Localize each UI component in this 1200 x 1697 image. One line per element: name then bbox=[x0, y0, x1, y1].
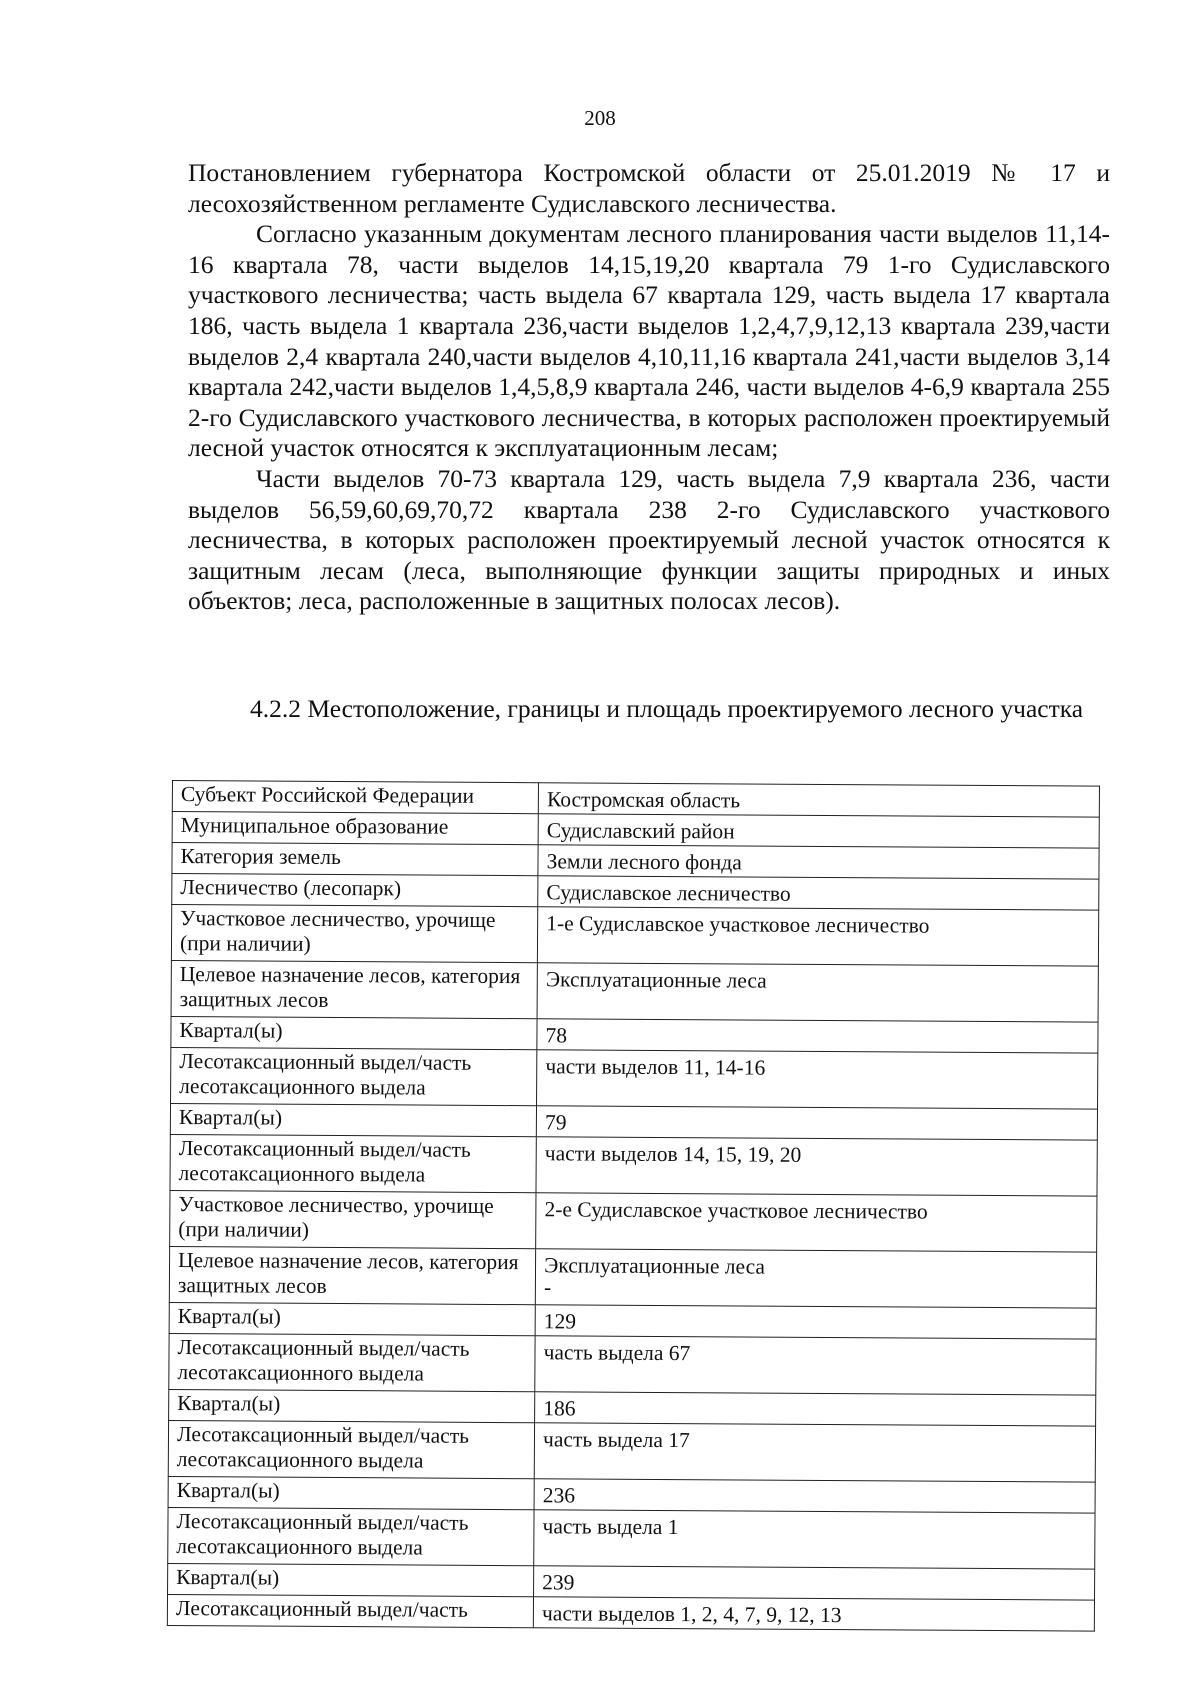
table-row bbox=[170, 1134, 1097, 1196]
row-value: 79 bbox=[536, 1106, 1097, 1140]
row-label: Лесотаксационный выдел/часть bbox=[167, 1594, 533, 1627]
table-row bbox=[168, 1507, 1095, 1569]
table-row bbox=[171, 1047, 1098, 1109]
row-value: части выделов 14, 15, 19, 20 bbox=[536, 1137, 1097, 1196]
forest-plot-table bbox=[167, 780, 1100, 1632]
row-value: часть выдела 1 bbox=[534, 1510, 1095, 1569]
paragraph-exploitation-forests: Согласно указанным документам лесного планирования части выделов 11,14-16 квартала 78, части выделов 14,15,19,20 квартала 79 1-го Судиславского участкового лесничества; часть выдела 67 квартала 129, часть выдела 17 квартала 186, часть выдела 1 квартала 236,части выделов 1,2,4,7,9,12,13 квартала 239,части выделов 2,4 квартала 240,части выделов 4,10,11,16 квартала 241,части выделов 3,14 квартала 242,части выделов 1,4,5,8,9 квартала 246, части выделов 4-6,9 квартала 255 2-го Судиславского участкового лесничества, в которых расположен проектируемый лесной участок относятся к эксплуатационным лесам; bbox=[188, 219, 1110, 463]
row-value: Судиславское лесничество bbox=[538, 876, 1099, 910]
row-label: Лесотаксационный выдел/часть лесотаксационного выдела bbox=[168, 1507, 534, 1565]
table-row bbox=[170, 1190, 1097, 1252]
row-label: Квартал(ы) bbox=[170, 1103, 536, 1136]
row-value: Костромская область bbox=[538, 783, 1099, 817]
row-value-text: Эксплуатационные леса bbox=[545, 967, 767, 993]
row-value: Земли лесного фонда bbox=[538, 845, 1099, 879]
row-value: 1-е Судиславское участковое лесничество bbox=[537, 907, 1098, 966]
paragraph-continuation: Постановлением губернатора Костромской области от 25.01.2019 № 17 и лесохозяйственном регламенте Судиславского лесничества. bbox=[188, 158, 1110, 218]
row-label: Участковое лесничество, урочище (при наличии) bbox=[170, 1190, 536, 1248]
row-value: части выделов 1, 2, 4, 7, 9, 12, 13 bbox=[533, 1597, 1094, 1631]
table-row bbox=[169, 1246, 1096, 1308]
body-text bbox=[188, 158, 1110, 617]
row-value-dash: - bbox=[543, 1275, 552, 1300]
row-label: Целевое назначение лесов, категория защитных лесов bbox=[169, 1246, 535, 1304]
row-label: Участковое лесничество, урочище (при наличии) bbox=[171, 905, 537, 963]
row-value: 78 bbox=[537, 1019, 1098, 1053]
row-label: Квартал(ы) bbox=[169, 1389, 535, 1422]
paragraph-protective-forests: Части выделов 70-73 квартала 129, часть выдела 7,9 квартала 236, части выделов 56,59,60,69,70,72 квартала 238 2-го Судиславского участкового лесничества, в которых расположен проектируемый лесной участок относятся к защитным лесам (леса, выполняющие функции защиты природных и иных объектов; леса, расположенные в защитных полосах лесов). bbox=[188, 463, 1110, 616]
row-value: 129 bbox=[535, 1305, 1096, 1339]
row-value-text: Эксплуатационные леса bbox=[544, 1253, 766, 1279]
row-label: Категория земель bbox=[172, 843, 538, 876]
table-row bbox=[171, 960, 1098, 1022]
row-value: 239 bbox=[534, 1566, 1095, 1600]
row-label: Лесничество (лесопарк) bbox=[172, 874, 538, 907]
row-label: Квартал(ы) bbox=[168, 1476, 534, 1509]
section-heading: 4.2.2 Местоположение, границы и площадь проектируемого лесного участка bbox=[250, 694, 1084, 723]
row-label: Квартал(ы) bbox=[169, 1302, 535, 1335]
table-row bbox=[171, 905, 1098, 967]
row-label: Лесотаксационный выдел/часть лесотаксационного выдела bbox=[171, 1047, 537, 1105]
row-value bbox=[537, 963, 1098, 1022]
row-label: Муниципальное образование bbox=[172, 812, 538, 845]
row-label: Квартал(ы) bbox=[168, 1563, 534, 1596]
table-row bbox=[167, 1594, 1094, 1631]
row-value: часть выдела 17 bbox=[534, 1423, 1095, 1482]
table-row bbox=[169, 1333, 1096, 1395]
row-label: Лесотаксационный выдел/часть лесотаксационного выдела bbox=[169, 1333, 535, 1391]
row-label: Лесотаксационный выдел/часть лесотаксационного выдела bbox=[170, 1134, 536, 1192]
row-value: 186 bbox=[535, 1392, 1096, 1426]
row-label: Лесотаксационный выдел/часть лесотаксационного выдела bbox=[168, 1420, 534, 1478]
row-label: Субъект Российской Федерации bbox=[172, 781, 538, 814]
row-value: части выделов 11, 14-16 bbox=[537, 1050, 1098, 1109]
row-value: Судиславский район bbox=[538, 814, 1099, 848]
row-value: часть выдела 67 bbox=[535, 1336, 1096, 1395]
table-row bbox=[168, 1420, 1095, 1482]
page-number: 208 bbox=[584, 106, 616, 130]
row-label: Целевое назначение лесов, категория защитных лесов bbox=[171, 960, 537, 1018]
row-value bbox=[535, 1249, 1096, 1308]
row-label: Квартал(ы) bbox=[171, 1016, 537, 1049]
row-value: 2-е Судиславское участковое лесничество bbox=[536, 1193, 1097, 1252]
row-value: 236 bbox=[534, 1479, 1095, 1513]
